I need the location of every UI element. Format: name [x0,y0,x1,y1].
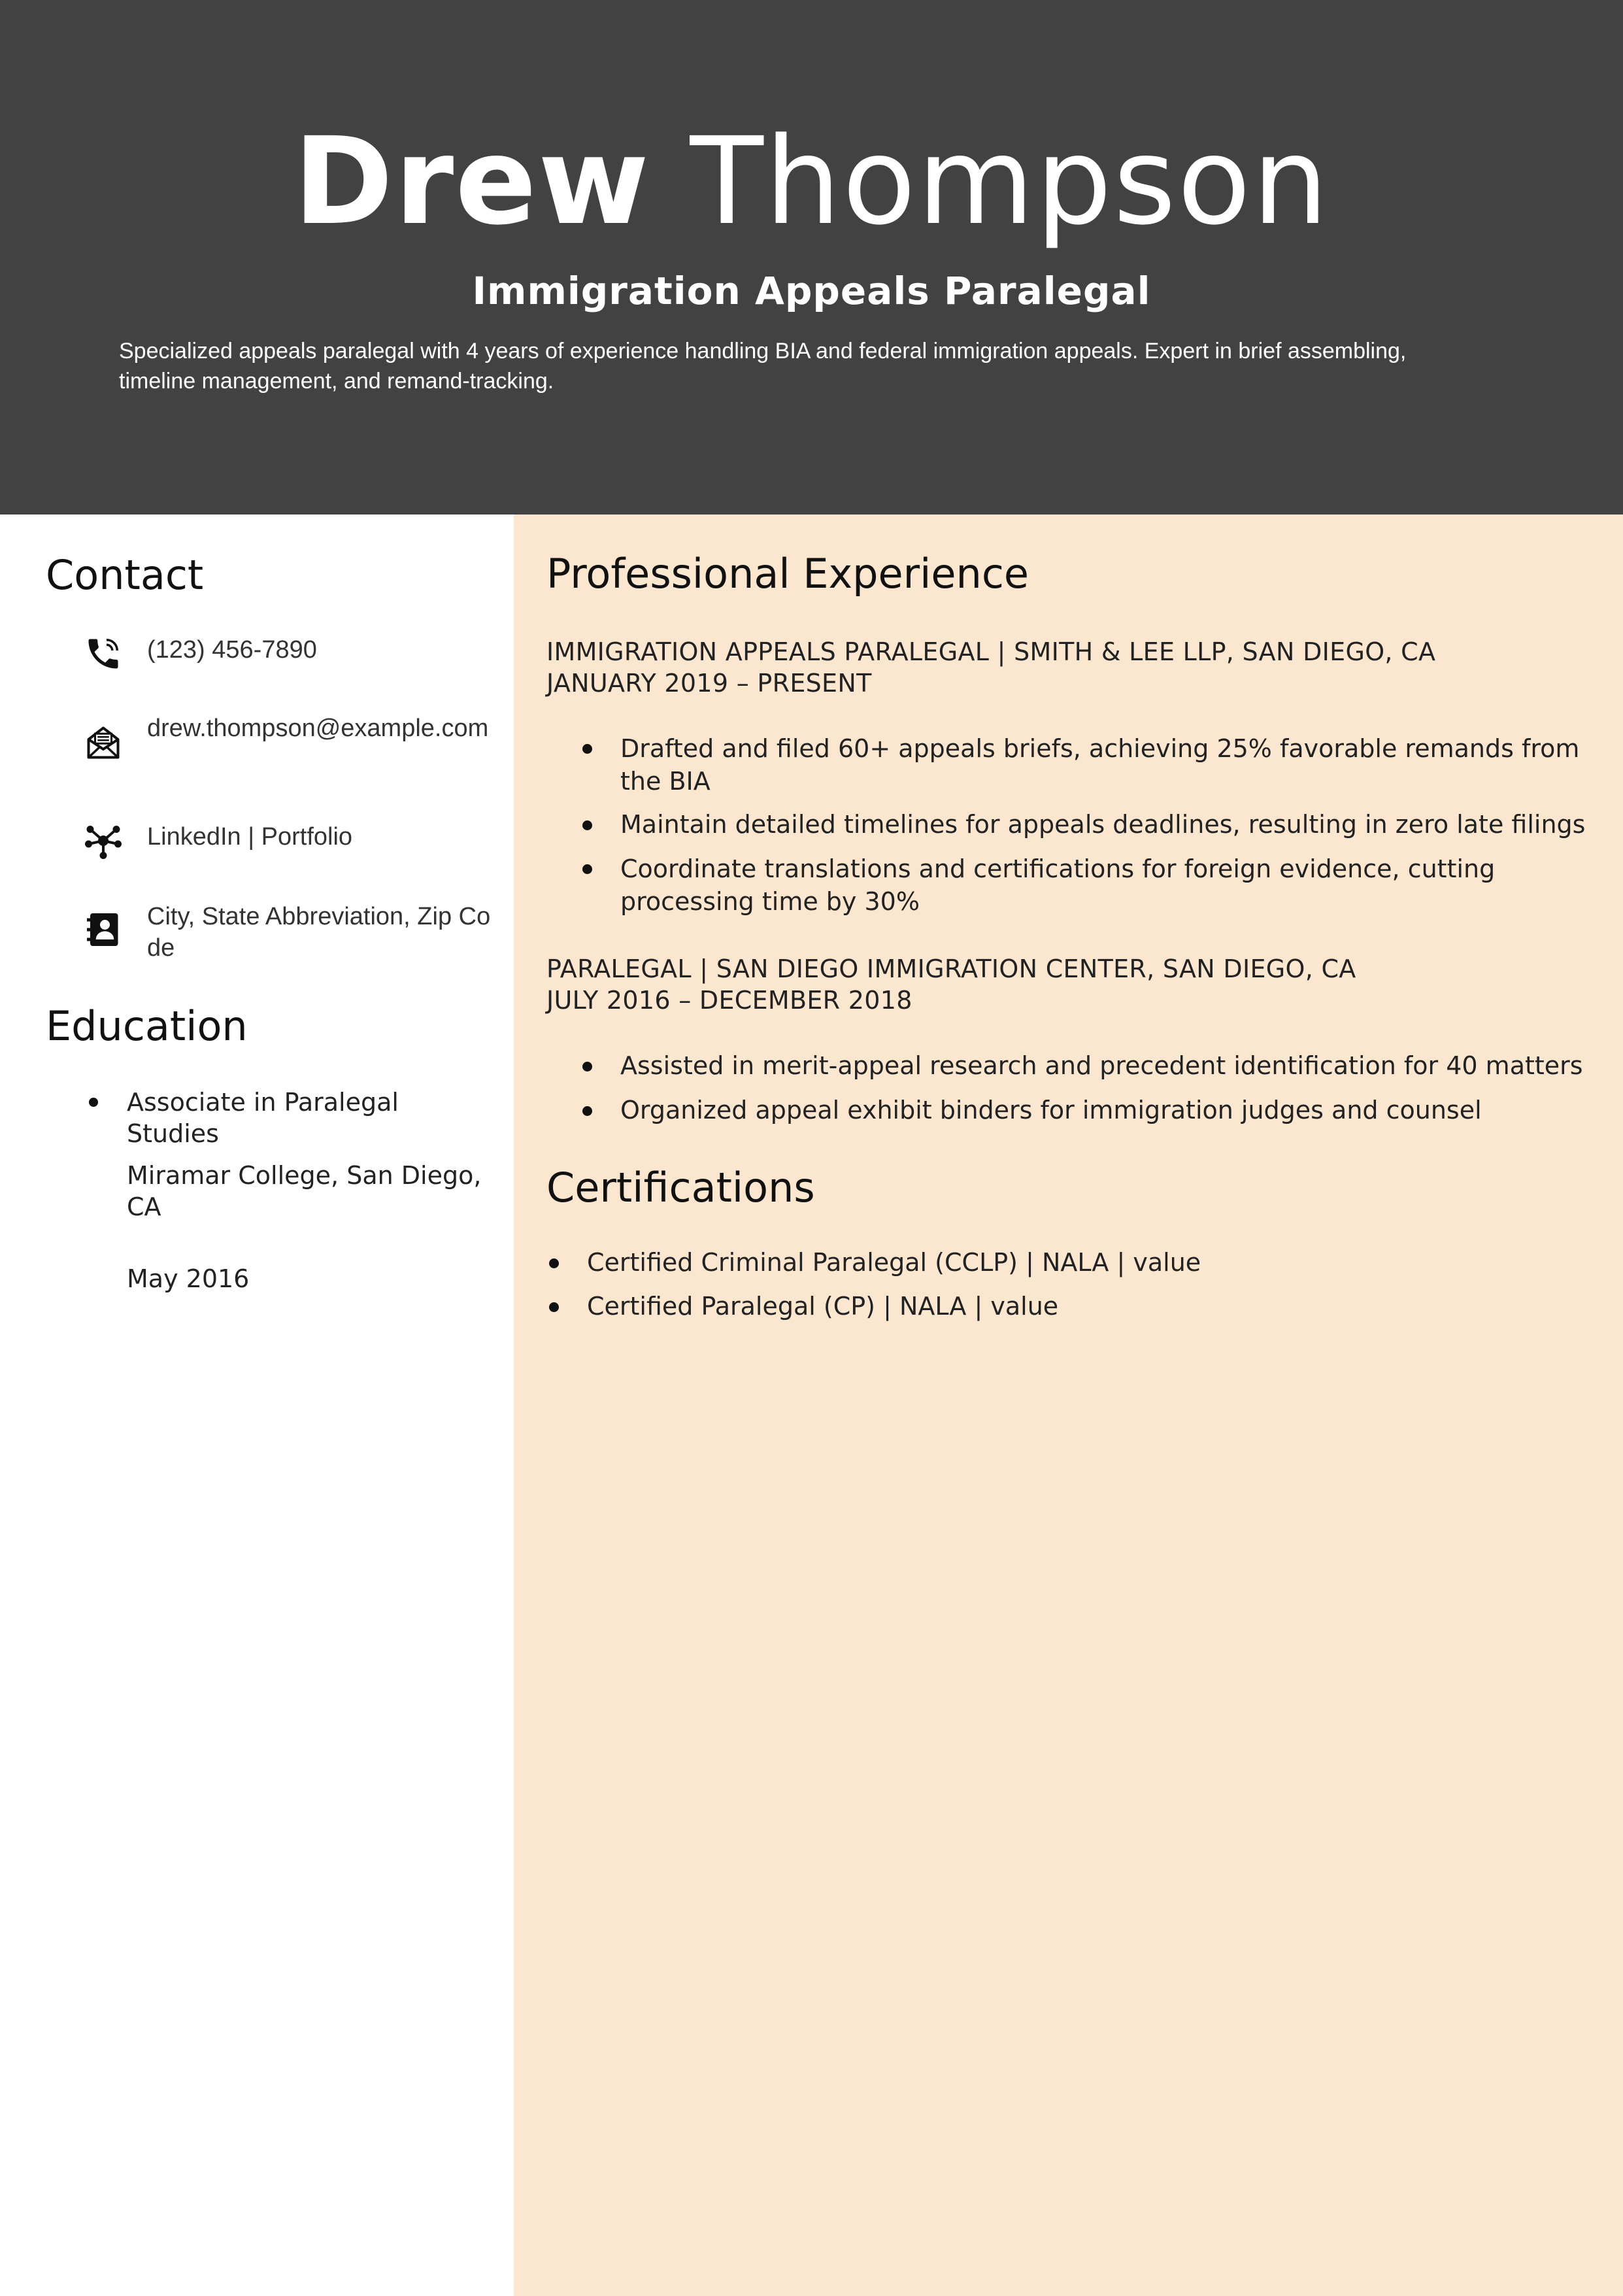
bullet-dot [549,1258,559,1268]
profile-links: LinkedIn | Portfolio [147,823,353,851]
email-address: drew.thompson@example.com [147,715,489,742]
job-2-bullet-1: Assisted in merit-appeal research and precedent identification for 40 matters [620,1051,1583,1080]
job-1-title: IMMIGRATION APPEALS PARALEGAL | SMITH & LEE LLP, SAN DIEGO, CA [546,637,1436,666]
phone-number: (123) 456-7890 [147,636,317,664]
phone-icon [84,634,123,673]
job-2-dates: JULY 2016 – DECEMBER 2018 [546,986,912,1015]
bullet-dot [582,744,592,754]
bullet-dot [582,864,592,874]
bullet-dot [582,1106,592,1116]
education-bullet [89,1098,98,1107]
education-date: May 2016 [127,1264,250,1293]
job-2-title: PARALEGAL | SAN DIEGO IMMIGRATION CENTER, SAN DIEGO, CA [546,954,1356,983]
job-1-bullet-1: Drafted and filed 60+ appeals briefs, achieving 25% favorable remands from the BIA [620,734,1580,796]
candidate-name [0,110,1623,254]
certification-2: Certified Paralegal (CP) | NALA | value [587,1292,1059,1321]
bullet-dot [582,1062,592,1072]
experience-heading: Professional Experience [546,550,1029,598]
first-name: Drew [293,112,651,252]
address-text: City, State Abbreviation, Zip Code [147,903,491,962]
job-title: Immigration Appeals Paralegal [472,269,1151,313]
education-heading: Education [46,1002,248,1050]
job-1-bullet-3: Coordinate translations and certifications for foreign evidence, cutting processing time by 30% [620,854,1496,916]
bullet-dot [582,820,592,830]
education-degree: Associate in Paralegal Studies [127,1088,399,1148]
job-2-bullet-2: Organized appeal exhibit binders for immigration judges and counsel [620,1096,1482,1124]
certifications-heading: Certifications [546,1164,815,1211]
last-name: Thompson [690,112,1330,252]
email-icon [84,723,123,762]
education-school: Miramar College, San Diego, CA [127,1161,482,1221]
header-banner [0,0,1623,515]
professional-summary: Specialized appeals paralegal with 4 years of experience handling BIA and federal immigration appeals. Expert in brief assembling, timeline management, and remand-tracking. [119,339,1407,394]
address-book-icon [84,910,123,949]
job-1-bullet-2: Maintain detailed timelines for appeals deadlines, resulting in zero late filings [620,810,1586,839]
contact-heading: Contact [46,551,204,599]
network-icon [84,821,123,860]
certification-1: Certified Criminal Paralegal (CCLP) | NALA | value [587,1248,1201,1277]
bullet-dot [549,1302,559,1312]
job-1-dates: JANUARY 2019 – PRESENT [546,669,872,698]
